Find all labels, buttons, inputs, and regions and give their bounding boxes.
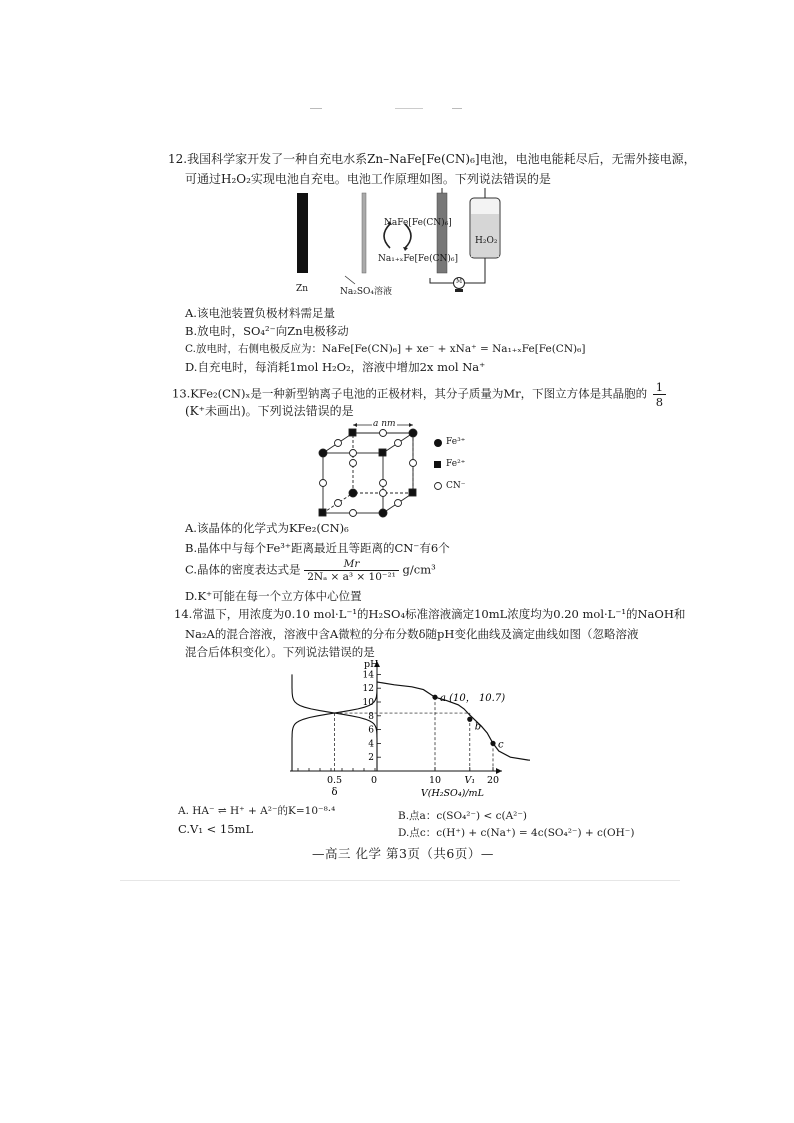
- density-fraction: $\frac{Mr}{\text{2Nₐ × a³ × 10⁻²¹}}$: [304, 558, 399, 583]
- y-tick-label: 2: [368, 753, 374, 764]
- q14-stem-line1: 14.常温下，用浓度为0.10 mol·L⁻¹的H₂SO₄标准溶液滴定10mL浓度均为0.20 mol·L⁻¹的NaOH和: [174, 607, 686, 621]
- q12-option-d: D.自充电时，每消耗1mol H₂O₂，溶液中增加2x mol Na⁺: [185, 360, 486, 374]
- page-footer: —高三 化学 第3页（共6页）—: [312, 846, 494, 861]
- q13-legend-symbols: [432, 436, 444, 496]
- scan-mark: [310, 108, 322, 109]
- legend-fe2: Fe²⁺: [446, 459, 466, 469]
- y-tick-label: 4: [368, 739, 374, 750]
- point-label-b: b: [474, 721, 482, 733]
- zn-label: Zn: [296, 284, 309, 294]
- y-axis-label: pH: [364, 659, 379, 670]
- q14-option-d: D.点c：c(H⁺) + c(Na⁺) = 4c(SO₄²⁻) + c(OH⁻): [398, 827, 635, 839]
- legend-cn: CN⁻: [446, 481, 466, 491]
- legend-fe3: Fe³⁺: [446, 437, 466, 447]
- point-b: [467, 717, 472, 722]
- x-tick-label: 20: [486, 775, 500, 786]
- q13-stem-text: 13.KFe₂(CN)ₓ是一种新型钠离子电池的正极材料，其分子质量为Mr，下图立方体是其晶胞的: [172, 386, 648, 401]
- density-unit: g/cm³: [402, 562, 436, 577]
- q13-option-c: [185, 558, 436, 583]
- q14-option-c: C.V₁ < 15mL: [178, 822, 254, 836]
- q13-option-a: A.该晶体的化学式为KFe₂(CN)₆: [185, 521, 349, 535]
- q12-option-a: A.该电池装置负极材料需足量: [185, 306, 335, 320]
- q13-option-b: B.晶体中与每个Fe³⁺距离最近且等距离的CN⁻有6个: [185, 541, 450, 555]
- point-label-a: a (10， 10.7): [440, 693, 506, 705]
- delta-tick-label: 0.5: [326, 775, 343, 786]
- separator-membrane: [362, 193, 366, 273]
- edge-length-label: a nm: [373, 419, 396, 429]
- q12-stem-line2: 可通过H₂O₂实现电池自充电。电池工作原理如图。下列说法错误的是: [185, 172, 551, 186]
- q14-stem-line3: 混合后体积变化）。下列说法错误的是: [185, 645, 375, 659]
- q13-option-c-text: C.晶体的密度表达式是: [185, 562, 301, 577]
- q13-option-d: D.K⁺可能在每一个立方体中心位置: [185, 589, 362, 603]
- y-tick-label: 10: [362, 698, 374, 708]
- x-tick-label: V₁: [464, 775, 476, 786]
- q14-option-b: B.点a：c(SO₄²⁻) < c(A²⁻): [398, 810, 528, 822]
- point-c: [490, 741, 495, 746]
- x-axis-label: V(H₂SO₄)/mL: [420, 788, 484, 799]
- x-tick-label: 0: [370, 775, 378, 786]
- zn-electrode: [297, 193, 308, 273]
- pump-label: M: [456, 278, 463, 285]
- scan-mark: [452, 108, 462, 109]
- q12-option-c: C.放电时，右侧电极反应为：NaFe[Fe(CN)₆] + xe⁻ + xNa⁺ = Na₁₊ₓFe[Fe(CN)₆]: [185, 343, 586, 355]
- delta-axis-label: δ: [331, 787, 338, 798]
- q13-stem-line2: (K⁺未画出)。下列说法错误的是: [185, 404, 354, 418]
- x-axis-arrow: [496, 768, 502, 774]
- electrolyte-label: Na₂SO₄溶液: [340, 287, 393, 297]
- q14-titration-chart: [280, 655, 530, 805]
- q12-option-b: B.放电时，SO₄²⁻向Zn电极移动: [185, 324, 349, 338]
- bottom-divider: [120, 880, 680, 881]
- upper-species-label: NaFe[Fe(CN)₆]: [384, 218, 452, 228]
- point-label-c: c: [498, 739, 504, 751]
- y-tick-label: 6: [368, 725, 374, 736]
- electrolyte-pointer: [345, 276, 355, 284]
- point-a: [432, 695, 437, 700]
- y-tick-label: 14: [362, 670, 374, 681]
- x-tick-label: 10: [428, 775, 442, 786]
- q14-stem-line2: Na₂A的混合溶液，溶液中含A微粒的分布分数δ随pH变化曲线及滴定曲线如图（忽略溶液: [185, 627, 639, 641]
- q13-unit-cell-figure: [318, 418, 428, 518]
- q14-option-a: A. HA⁻ ⇌ H⁺ + A²⁻的K=10⁻⁸·⁴: [178, 805, 336, 817]
- y-tick-label: 12: [362, 684, 374, 695]
- lower-species-label: Na₁₊ₓFe[Fe(CN)₆]: [378, 254, 458, 264]
- one-eighth-fraction: $\frac{1}{8}$: [653, 380, 666, 409]
- q12-stem-line1: 12.我国科学家开发了一种自充电水系Zn–NaFe[Fe(CN)₆]电池，电池电能耗尽后，无需外接电源，: [168, 152, 696, 166]
- scan-mark: [395, 108, 423, 109]
- y-tick-label: 8: [368, 711, 374, 722]
- tank-label: H₂O₂: [475, 236, 498, 246]
